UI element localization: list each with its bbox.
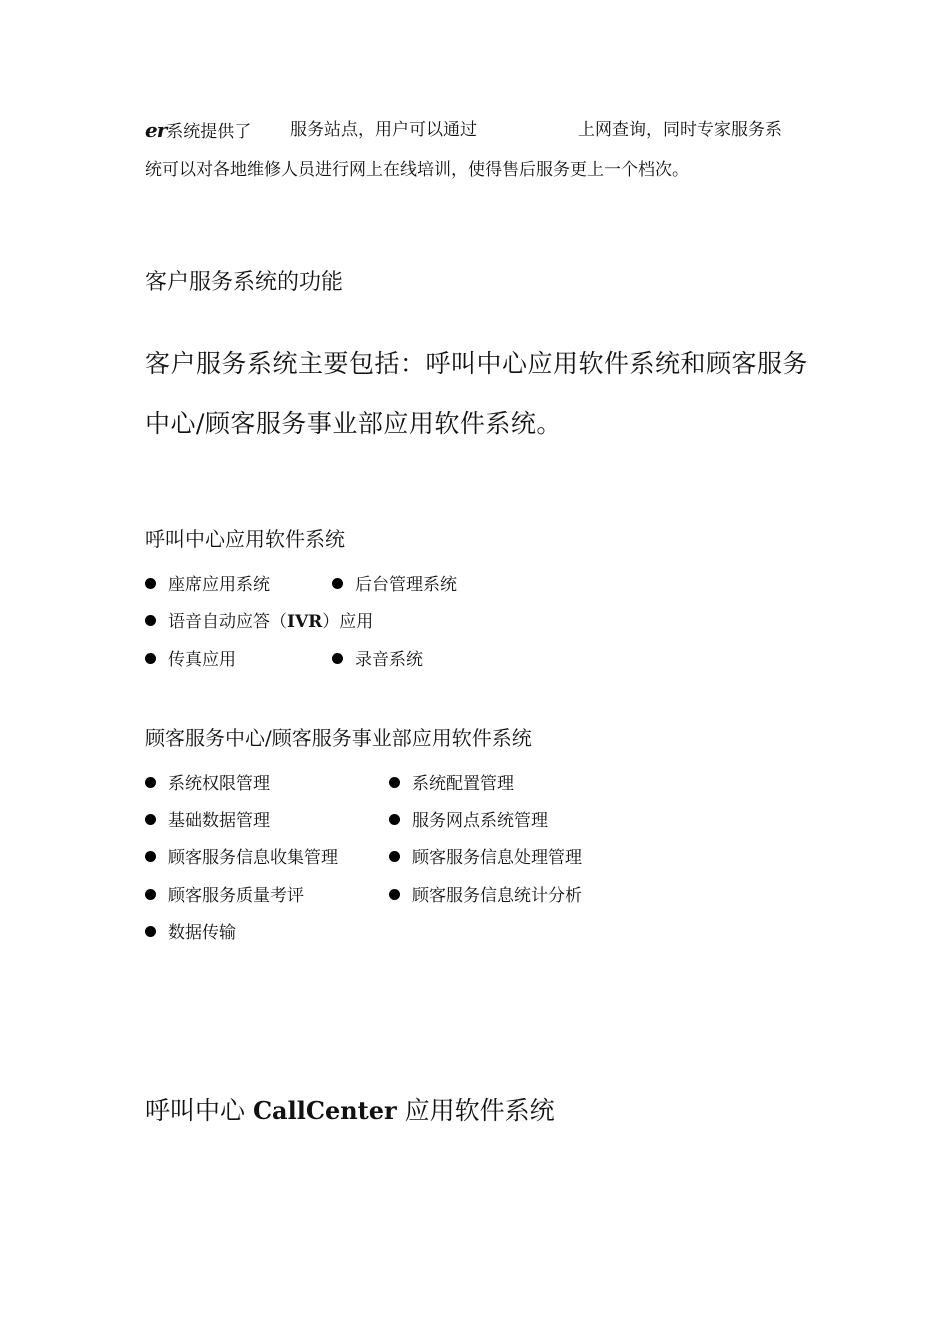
summary-line-2: 中心/顾客服务事业部应用软件系统。 [145,409,562,438]
list-item-fax: 传真应用 [145,645,236,670]
list-item: 顾客服务信息统计分析 [389,881,582,906]
bullet-icon [389,851,400,862]
intro-segment-1: 系统提供了 [166,122,252,142]
list-item-ivr: 语音自动应答（IVR）应用 [145,607,373,632]
list-item-seat: 座席应用系统 [145,570,270,595]
intro-line-2: 统可以对各地维修人员进行网上在线培训，使得售后服务更上一个档次。 [145,160,689,180]
bullet-icon [332,653,343,664]
bullet-icon [145,926,156,937]
bullet-icon [389,814,400,825]
list-item: 顾客服务信息处理管理 [389,843,582,868]
bullet-icon [389,777,400,788]
list-item: 数据传输 [145,918,236,943]
list-item: 服务网点系统管理 [389,806,548,831]
intro-line-1 [145,120,251,142]
list-item-backend: 后台管理系统 [332,570,457,595]
section-title: 客户服务系统的功能 [145,270,344,295]
bullet-icon [145,653,156,664]
bullet-icon [145,814,156,825]
bullet-icon [145,615,156,626]
callcenter-list-title: 呼叫中心应用软件系统 [145,527,345,551]
list-item-recording: 录音系统 [332,645,423,670]
intro-segment-2: 服务站点，用户可以通过 [290,120,477,140]
list-item: 顾客服务信息收集管理 [145,843,338,868]
bullet-icon [145,777,156,788]
bullet-icon [389,889,400,900]
bullet-icon [332,578,343,589]
list-item: 系统配置管理 [389,769,514,794]
summary-line-1: 客户服务系统主要包括：呼叫中心应用软件系统和顾客服务 [145,349,809,378]
bullet-icon [145,889,156,900]
callcenter-heading: 呼叫中心 CallCenter 应用软件系统 [145,1096,555,1125]
list-item: 顾客服务质量考评 [145,881,304,906]
service-center-list-title: 顾客服务中心/顾客服务事业部应用软件系统 [145,726,532,750]
intro-segment-3: 上网查询，同时专家服务系 [578,120,782,140]
list-item: 基础数据管理 [145,806,270,831]
intro-lead-fragment: er [145,118,167,142]
list-item: 系统权限管理 [145,769,270,794]
bullet-icon [145,851,156,862]
bullet-icon [145,578,156,589]
